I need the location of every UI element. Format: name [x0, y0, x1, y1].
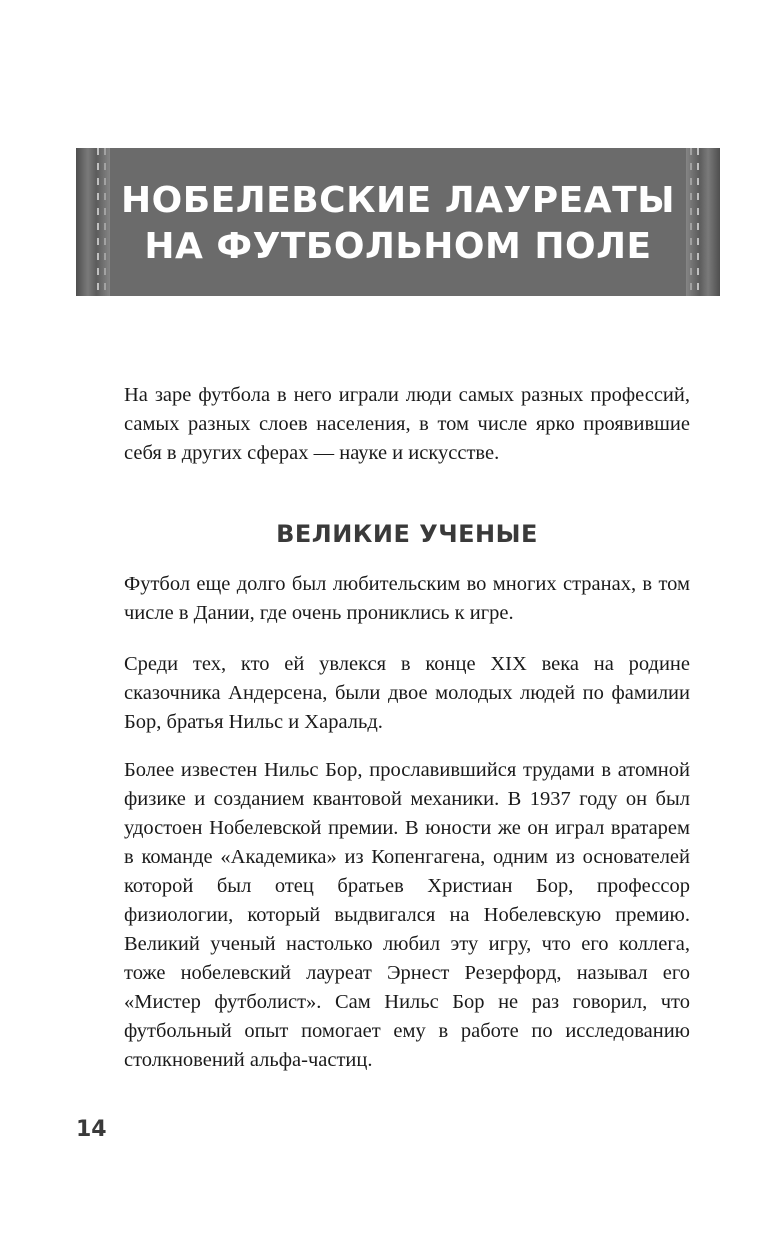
chapter-title-line-2: НА ФУТБОЛЬНОМ ПОЛЕ	[144, 226, 652, 267]
chapter-banner	[76, 148, 720, 296]
page-number: 14	[76, 1117, 107, 1142]
body-paragraph: Более известен Нильс Бор, прославившийся трудами в атомной физике и созданием квантовой механики. В 1937 году он был удостоен Нобелевской премии. В юности же он играл вратарем в команде «Академика» из Копенгагена, одним из основателей которой был отец братьев Христиан Бор, профессор физиологии, который выдвигался на Нобелевскую премию. Великий ученый настолько любил эту игру, что его коллега, тоже нобелевский лауреат Эрнест Резерфорд, называл его «Мистер футболист». Сам Нильс Бор не раз говорил, что футбольный опыт помогает ему в работе по исследованию столкновений альфа-частиц.	[124, 759, 690, 1071]
body-paragraph: Футбол еще долго был любительским во многих странах, в том числе в Дании, где очень прониклись к игре.	[124, 573, 690, 624]
chapter-title	[116, 178, 680, 270]
section-heading: ВЕЛИКИЕ УЧЕНЫЕ	[276, 520, 538, 548]
body-paragraph: Среди тех, кто ей увлекся в конце XIX века на родине сказочника Андерсена, были двое молодых людей по фамилии Бор, братья Нильс и Харальд.	[124, 653, 690, 733]
banner-edge-line	[97, 148, 99, 296]
banner-edge-line	[104, 148, 106, 296]
chapter-title-line-1: НОБЕЛЕВСКИЕ ЛАУРЕАТЫ	[120, 180, 675, 221]
banner-edge-line	[697, 148, 699, 296]
banner-edge-line	[690, 148, 692, 296]
intro-paragraph: На заре футбола в него играли люди самых разных профессий, самых разных слоев населения, в том числе ярко проявившие себя в других сферах — науке и искусстве.	[124, 384, 690, 464]
